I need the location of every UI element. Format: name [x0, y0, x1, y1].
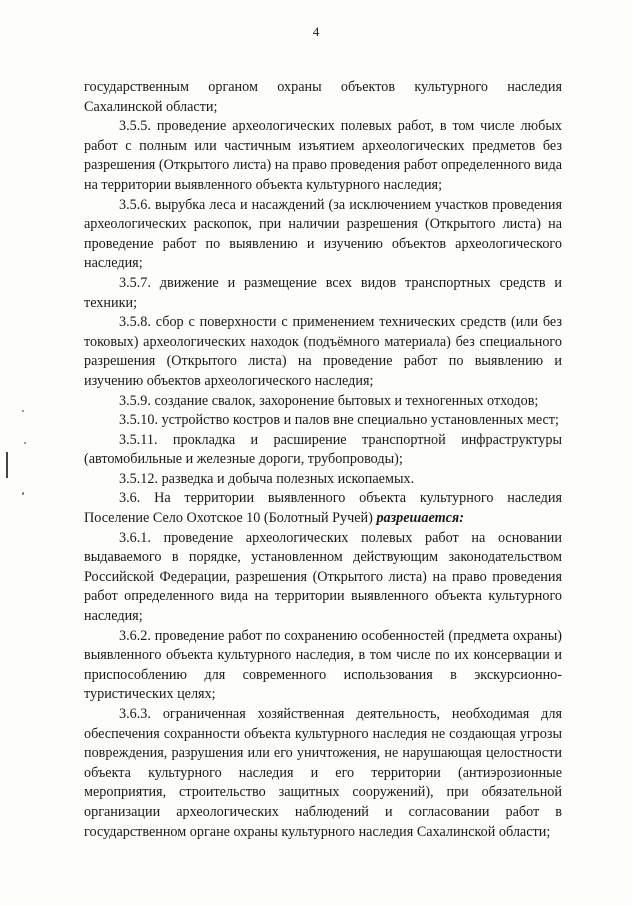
paragraph: 3.5.6. вырубка леса и насаждений (за исключением участков проведения археологических раскопок, при наличии разрешения (Открытого листа) на проведение работ по выявлению и изучению объектов археологического наследия;: [84, 196, 562, 272]
paragraph: 3.6.1. проведение археологических полевых работ на основании выдаваемого в порядке, установленном действующим законодательством Российской Федерации, разрешения (Открытого листа) на право проведения работ определенного вида на территории выявленного объекта культурного наследия;: [84, 529, 562, 625]
paragraph-text: 3.6. На территории выявленного объекта культурного наследия Поселение Село Охотское 10 (Болотный Ручей): [84, 490, 562, 527]
paragraph: 3.6.2. проведение работ по сохранению особенностей (предмета охраны) выявленного объекта культурного наследия, в том числе по их консервации и приспособлению для современного использования в экскурсионно-туристических целях;: [84, 627, 562, 703]
paragraph: 3.5.8. сбор с поверхности с применением технических средств (или без токовых) археологических находок (подъёмного материала) без специального разрешения (Открытого листа) на проведение работ по выявлению и изучению объектов археологического наследия;: [84, 314, 562, 389]
paragraph: 3.6.3. ограниченная хозяйственная деятельность, необходимая для обеспечения сохранности объекта культурного наследия не создающая угрозы повреждения, разрушения или его уничтожения, не нарушающая целостности объекта культурного наследия и его территории (антиэрозионные мероприятия, строительство защитных сооружений), при обязательной организации археологических наблюдений и согласовании работ в государственном органе охраны культурного наследия Сахалинской области;: [84, 706, 562, 840]
paragraph: 3.5.7. движение и размещение всех видов транспортных средств и техники;: [84, 274, 562, 311]
paragraph: 3.5.10. устройство костров и палов вне специально установленных мест;: [119, 412, 559, 429]
paragraph: 3.5.11. прокладка и расширение транспортной инфраструктуры (автомобильные и железные дороги, трубопроводы);: [84, 431, 562, 468]
paragraph-with-emphasis: [84, 489, 562, 528]
scan-speck: [24, 442, 26, 444]
paragraph: 3.5.12. разведка и добыча полезных ископаемых.: [119, 470, 415, 487]
paragraph: государственным органом охраны объектов культурного наследия Сахалинской области;: [84, 79, 562, 115]
body-text: [84, 78, 562, 842]
scan-speck: [22, 410, 24, 412]
paragraph: 3.5.9. создание свалок, захоронение бытовых и техногенных отходов;: [119, 392, 539, 409]
scan-speck: [22, 492, 24, 495]
paragraph: 3.5.5. проведение археологических полевых работ, в том числе любых работ с полным или частичным изъятием археологических предметов без разрешения (Открытого листа) на право проведения работ определенного вида на территории выявленного объекта культурного наследия;: [84, 118, 562, 193]
scan-margin-mark: [6, 452, 8, 478]
page-number: 4: [312, 24, 320, 39]
emphasis-text: разрешается:: [376, 510, 464, 527]
